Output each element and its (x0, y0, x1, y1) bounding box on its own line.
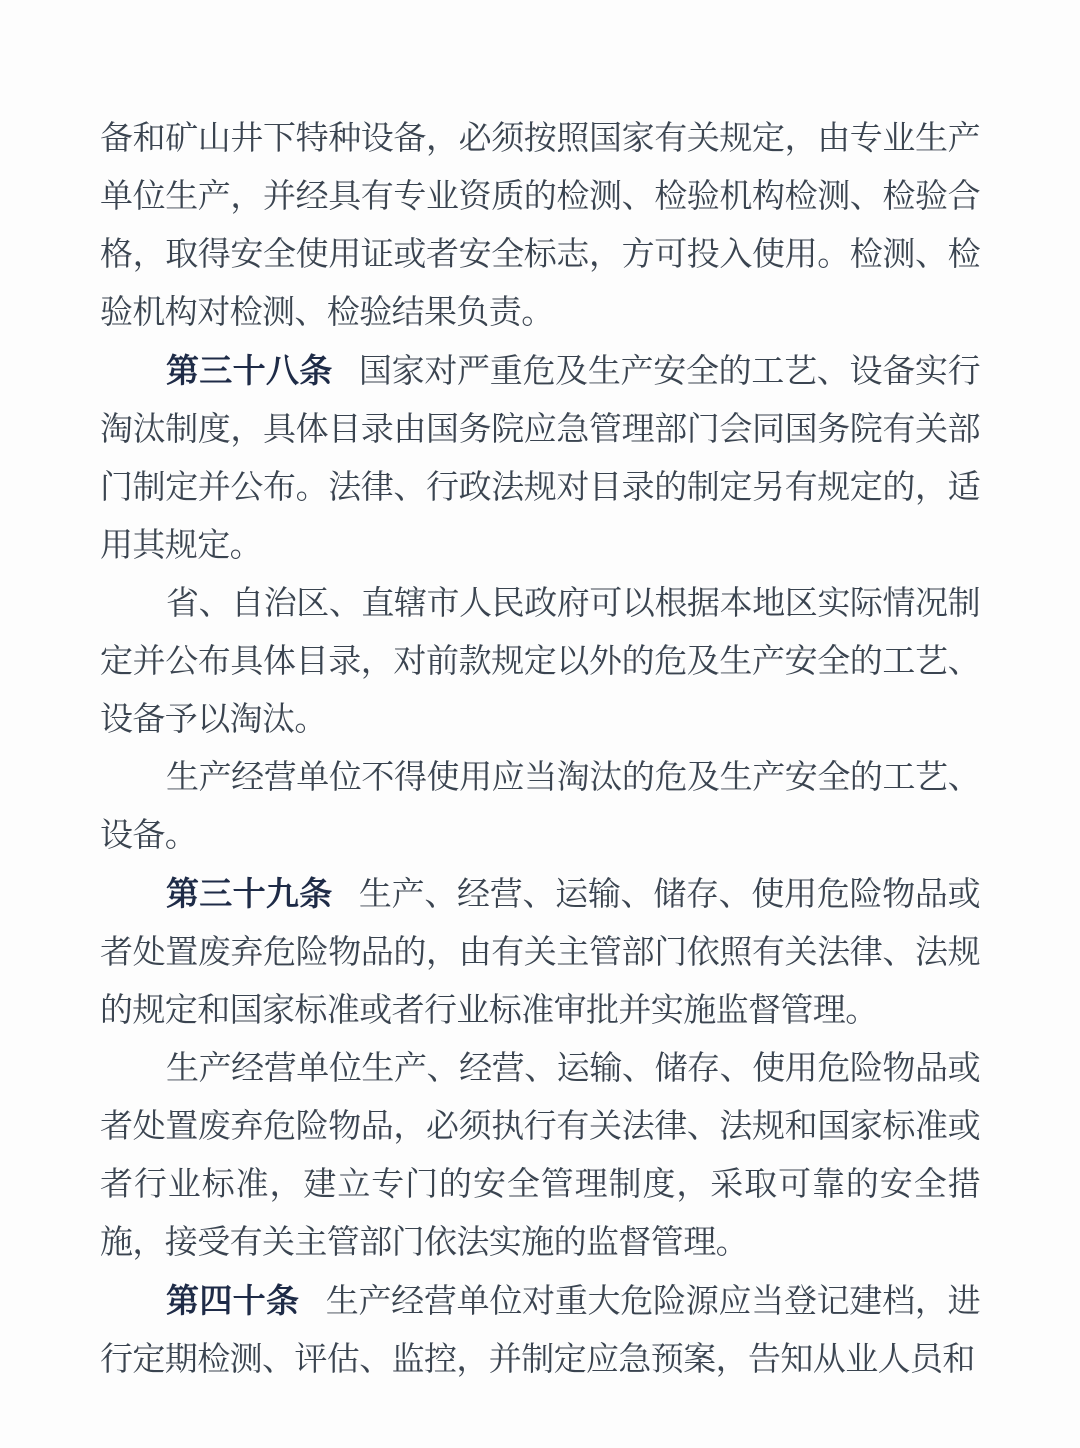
paragraph-text: 生产、经营、运输、储存、使用危险物品或者处置废弃危险物品的，由有关主管部门依照有关法律、法规的规定和国家标准或者行业标准审批并实施监督管理。 (100, 877, 981, 1029)
paragraph-text: 生产经营单位生产、经营、运输、储存、使用危险物品或者处置废弃危险物品，必须执行有关法律、法规和国家标准或者行业标准，建立专门的安全管理制度，采取可靠的安全措施，接受有关主管部门依法实施的监督管理。 (100, 1051, 980, 1261)
paragraph-text: 省、自治区、直辖市人民政府可以根据本地区实际情况制定并公布具体目录，对前款规定以外的危及生产安全的工艺、设备予以淘汰。 (100, 586, 980, 738)
article-paragraph (100, 865, 980, 1040)
article-paragraph (100, 342, 980, 575)
article-paragraph (100, 1272, 980, 1389)
paragraph-text: 生产经营单位对重大危险源应当登记建档，进行定期检测、评估、监控，并制定应急预案，告知从业人员和 (100, 1284, 980, 1378)
article-number-label: 第三十八条 (166, 352, 333, 389)
paragraph (100, 575, 980, 749)
article-number-label: 第四十条 (166, 1282, 300, 1319)
paragraph (100, 110, 980, 342)
article-number-label: 第三十九条 (166, 875, 333, 912)
document-body (100, 110, 980, 1389)
paragraph (100, 749, 980, 865)
paragraph-text: 生产经营单位不得使用应当淘汰的危及生产安全的工艺、设备。 (100, 760, 980, 854)
paragraph (100, 1040, 980, 1272)
paragraph-text: 国家对严重危及生产安全的工艺、设备实行淘汰制度，具体目录由国务院应急管理部门会同国务院有关部门制定并公布。法律、行政法规对目录的制定另有规定的，适用其规定。 (100, 354, 981, 564)
paragraph-text: 备和矿山井下特种设备，必须按照国家有关规定，由专业生产单位生产，并经具有专业资质的检测、检验机构检测、检验合格，取得安全使用证或者安全标志，方可投入使用。检测、检验机构对检测、检验结果负责。 (100, 121, 980, 331)
